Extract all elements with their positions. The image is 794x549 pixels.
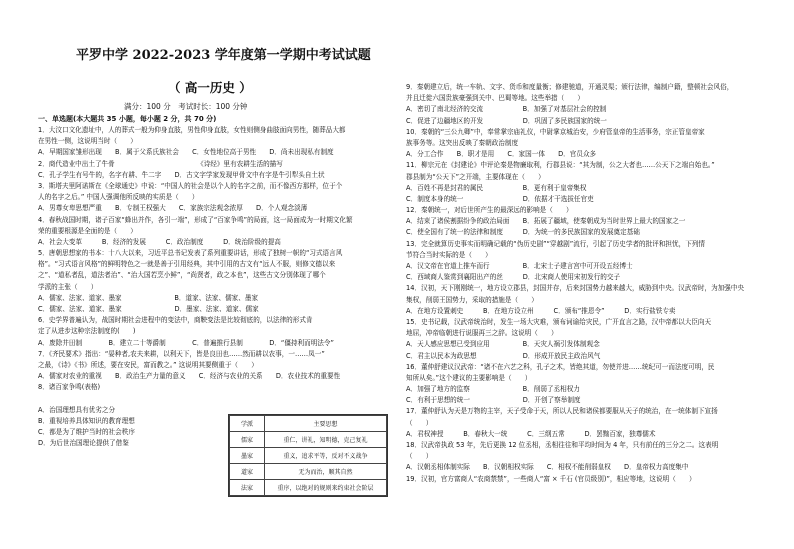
- question-line: B．重视培养具体知识的教育理想: [38, 416, 135, 425]
- question-line: C．都是为了维护当时的社会秩序: [38, 428, 135, 437]
- question-line: 集权，削弱王国势力，采取的措施是（ ）: [406, 295, 538, 304]
- table-cell: 法家: [230, 480, 265, 496]
- question-line: D．为后世治国理论提供了借鉴: [38, 439, 129, 448]
- question-line: A．结束了诸侯割据纷争的政治局面 B．拓展了疆域，使秦朝成为当时世界上最大的国家之一: [406, 217, 686, 226]
- question-line: 并且迁徙六国贵族豪强到关中、巴蜀等地。这些举措（ ）: [406, 94, 585, 103]
- question-line: A．废除井田制 B．建立二十等爵制 C．普遍推行县制 D．“僵持利而明法令”: [38, 338, 334, 347]
- table-row: [230, 464, 387, 480]
- question-line: [406, 485, 788, 496]
- table-cell: 儒家: [230, 432, 265, 448]
- question-line: A．男尊女卑思想严重 B．专制王权强大 C．家族宗法观念浓厚 D．个人观念淡薄: [38, 204, 308, 213]
- question-line: A．密切了南北经济的交流 B．加强了对基层社会的控制: [406, 105, 607, 114]
- question-line: 7．《齐民要术》指出：“晏种者,农夫来耕，以利天下，皆是良田也……然而耕以农事，一……凤一”: [38, 349, 325, 358]
- question-line: 格”。“习式语言风格”的鲜明特色之一就是善于引用经典，其中引用的古文有“远人不服，则修文德以来: [38, 260, 336, 269]
- table-row: [230, 480, 387, 496]
- question-line: A．天人感应思想已受到应用 B．天灾人祸引发体制观念: [406, 340, 600, 349]
- question-line: 9．秦朝建立后，统一车轨、文字、货币和度量衡；修建驰道，开通灵渠；颁行法律，编制户籍，整顿社会风俗，: [406, 83, 734, 91]
- table-row: [230, 432, 387, 448]
- right-column: [400, 0, 794, 549]
- question-line: A．分工合作 B．职才是用 C．家国一体 D．官员众多: [406, 150, 597, 159]
- question-line: A．汉文帝在官道上推车而行 B．北宋士子建言宫中可开设五经博士: [406, 262, 633, 270]
- question-line: A．儒家对农业的重视 B．政治生产力量的意义 C．经济与农业的关系 D．农业技术的重要性: [38, 372, 341, 381]
- question-line: 之最，《诗》《书》所述，要在安民，富而教之。” 这说明其要侧重于（ ）: [38, 360, 258, 369]
- question-line: A．社会大变革 B．经济的发展 C．政治制度 D．统治阶级的提高: [38, 237, 281, 246]
- table-row: [230, 448, 387, 464]
- question-line: 8．诸百家争鸣(表格): [38, 383, 101, 392]
- table-cell: 重仁，讲礼，知明德，克己复礼: [265, 432, 387, 448]
- question-line: 地屈，冲帝临朝进行说服再三之辞。这说明（ ）: [406, 329, 558, 338]
- question-line: 19．汉初，官方富商人“农商禁禁”，一些商人“富 × 千石 (官员级别)”，相应等地，这说明（ ）: [406, 474, 696, 483]
- question-line: 之”、“道私者乱，道法者治”、“治大国若烹小鲜”，“尚贤者，政之本也”，这些古文分别体现了哪个: [38, 271, 326, 280]
- question-line: 荣的重要根源是全面的是（ ）: [38, 226, 137, 235]
- question-line: 16．董仲舒建议汉武帝：“诸不在六艺之科，孔子之术，皆绝其道，勿使并进……统纪可一而法度可明，民: [406, 362, 715, 371]
- exam-meta: 满分：100 分 考试时长：100 分钟: [124, 102, 248, 111]
- question-line: C．使全国有了统一的法律和制度 D．为统一的多民族国家的发展奠定基础: [406, 228, 640, 237]
- section-heading: 一、单选题(本大题共 35 小题，每小题 2 分，共 70 分): [38, 115, 217, 123]
- question-line: [38, 394, 390, 405]
- table-cell: 重义，追求平等，反对不义战争: [265, 448, 387, 464]
- question-line: 在男性一侧，这说明当时（ ）: [38, 137, 137, 146]
- question-line: A．治国理想具有优劣之分: [38, 405, 116, 414]
- question-line: 5．唐朝思想家的书本：十八大以来，习近平总书记发表了系列重要讲话，形成了独树一帜的“习式语言风: [38, 249, 343, 258]
- question-line: A．百姓不再是封君的属民 B．更有利于皇帝集权: [406, 183, 587, 192]
- question-line: C．西域商人鉴赏到襄阳出产的丝 D．北宋商人使用宋初发行的交子: [406, 273, 621, 282]
- question-line: 1．大汶口文化遗址中，人的葬式一般为仰身直肢，男性仰身直肢，女性则侧身曲肢面向男性，随葬品大都: [38, 126, 346, 134]
- question-line: 郡县制为“公天下”之开端，主要体现在（ ）: [406, 172, 545, 181]
- right-question-list: [406, 82, 788, 507]
- table-cell: 墨家: [230, 448, 265, 464]
- exam-title: 平罗中学 2022-2023 学年度第一学期中考试试题: [76, 48, 371, 63]
- table-header-school: 学派: [230, 416, 265, 432]
- left-question-list: [38, 125, 390, 449]
- question-line: C．孔子学生有号牛的，名字有耕、牛二字 D．古文字学家发现甲骨文中有字是牛引犁头自土状: [38, 170, 325, 179]
- question-line: 15．史书记载，汉武帝统治时，发生一场大灾难，颁布词谕给灾民，广开直言之路，汉中帝都以大臣向天: [406, 317, 712, 326]
- question-line: 人的名字之后。” 中国人强调他所反映的实质是（ ）: [38, 193, 199, 202]
- question-line: 知所从矣。”这个建议的主要影响是（ ）: [406, 373, 532, 382]
- question-line: C．有利于思想的统一 D．开创了察举制度: [406, 396, 581, 405]
- question-line: 6．史学界普遍认为，战国时期社会进程中的变法中，商鞅变法是比较彻底的，以法律的形式肯: [38, 316, 313, 325]
- question-line: 学派的主张（ ）: [38, 282, 98, 291]
- question-line: A．早期国家雏形出现 B．属于父系氏族社会 C．女性地位高于男性 D．尚未出现私有制度: [38, 148, 334, 157]
- question-line: A．加强了地方的监察 B．削弱了丞相权力: [406, 385, 580, 394]
- question-line: （ ）: [406, 418, 433, 427]
- question-line: C．促进了边疆地区的开发 D．巩固了多民族国家的统一: [406, 116, 607, 125]
- question-line: 族事务等。这突出反映了秦朝政治制度: [406, 138, 519, 147]
- question-line: 定了从进步这种宗法制度的( ): [38, 327, 136, 336]
- exam-subtitle: （ 高一历史 ）: [168, 80, 252, 95]
- table-cell: 重序，以绝对的规则来约束社会阶层: [265, 480, 387, 496]
- question-line: 2．商代造业中出土了牛骨 《诗经》里有农耕生活的描写: [38, 159, 283, 168]
- table-cell: 无为而治，顺其自然: [265, 464, 387, 480]
- question-line: A．君权神授 B．春秋大一统 C．三纲五常 D．罢黜百家，独尊儒术: [406, 429, 656, 438]
- table-header-thought: 主要思想: [265, 416, 387, 432]
- question-line: [406, 496, 788, 507]
- question-line: 节符合当时实际的是（ ）: [406, 250, 492, 259]
- question-line: A．在地方设置刺史 B．在地方设立州 C．颁布“推恩令” D．实行盐铁专卖: [406, 306, 676, 315]
- question-line: 10．秦朝的“三公九卿”中，奉常掌宗庙礼仪，中尉掌京城治安，少府管皇帝的生活事务，宗正管皇帝家: [406, 127, 705, 136]
- question-line: 4．春秋战国时期，诸子百家“蜂出并作，各引一端”，形成了“百家争鸣”的局面，这一局面成为一时期文化繁: [38, 215, 353, 224]
- question-line: （ ）: [406, 452, 433, 461]
- question-line: C．儒家、法家、道家、墨家 D．墨家、法家、道家、儒家: [38, 305, 259, 313]
- question-line: 13．完全就算历史事实而明确记载的“伪历史剧”“穿越剧”流行，引起了历史学者的批评和担忧，下列情: [406, 239, 705, 248]
- question-line: A．汉朝丞相体制实际 B．汉朝相权实际 C．相权不能削弱皇权 D．皇帝权力高度集中: [406, 463, 689, 472]
- question-line: A．儒家、法家、道家、墨家 B．道家、法家、儒家、墨家: [38, 293, 259, 302]
- question-line: 3．斯塔夫里阿诺斯在《全球通史》中说：“中国人的社会是以个人的名字之前，而不像西方那样，位于个: [38, 181, 343, 190]
- question-line: 14．汉初，天下刚刚统一，地方设立郡县，封国并存，后来封国势力越来越大，威胁到中央。汉武帝时，为加强中央: [406, 284, 745, 293]
- question-line: 11．柳宗元在《封建论》中评论秦是物廉取利，行郡县说：“其为制，公之大者也……公天下之端自始也。”: [406, 161, 715, 170]
- table-cell: 道家: [230, 464, 265, 480]
- question-line: C．君主以民本为政思想 D．形成开放民主政治风气: [406, 351, 601, 360]
- schools-thought-table: [228, 414, 388, 497]
- question-line: 18．汉武帝执政 53 年，先后更换 12 位丞相，丞相往往和平均时间为 4 年，只有前任的三分之二。这表明: [406, 441, 719, 449]
- question-line: 12．秦朝统一，对后世所产生的最深远的影响是（ ）: [406, 206, 573, 215]
- question-line: C．制度本身的统一 D．依据才干选拔任官吏: [406, 194, 594, 203]
- question-line: 17．董仲舒认为天是万物的主宰，天子受命于天，所以人民和诸侯都要服从天子的统治，在一统体制下宣扬: [406, 407, 718, 416]
